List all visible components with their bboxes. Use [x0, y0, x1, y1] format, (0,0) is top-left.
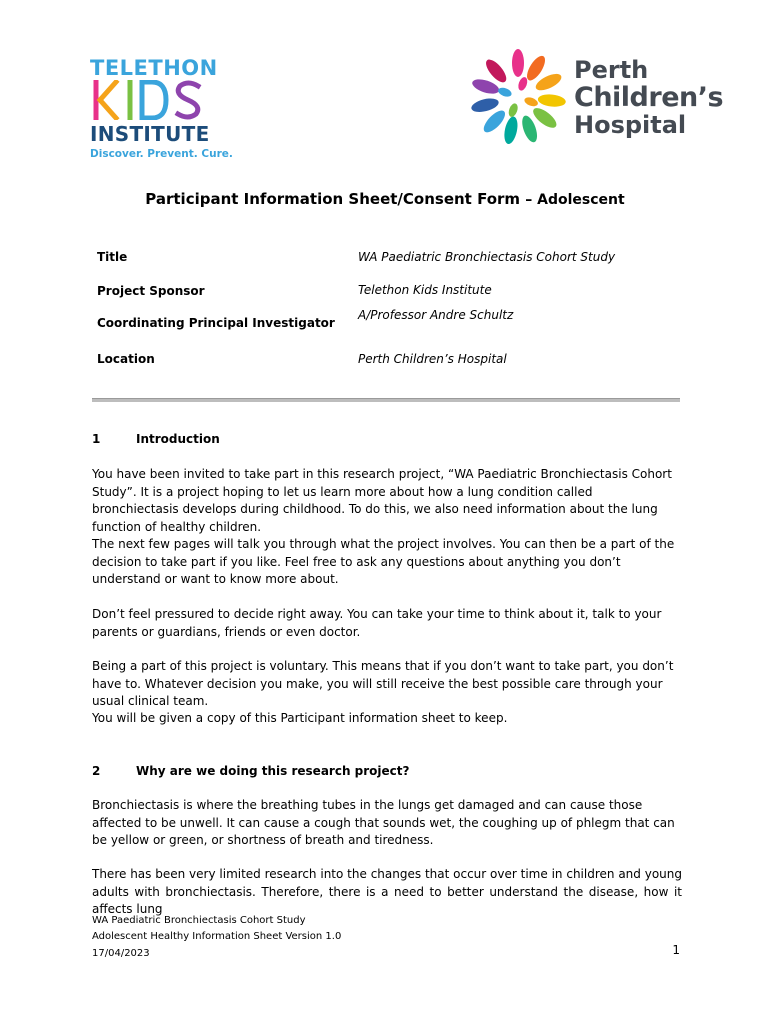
section-number: 2 — [92, 764, 101, 778]
meta-label-sponsor: Project Sponsor — [97, 284, 205, 298]
tki-logo-tagline: Discover. Prevent. Cure. — [90, 148, 233, 160]
pch-line2: Children’s — [574, 82, 724, 113]
telethon-kids-logo — [86, 56, 233, 160]
tki-logo-line1: TELETHON — [90, 56, 218, 80]
meta-label-title: Title — [97, 250, 128, 264]
footer-version: Adolescent Healthy Information Sheet Version 1.0 — [92, 931, 342, 942]
tki-logo-line3: INSTITUTE — [90, 122, 210, 146]
pch-line1: Perth — [574, 56, 649, 84]
paragraph: Being a part of this project is voluntary. This means that if you don’t want to take part, you don’t have to. Whatever decision you make, you will still receive the best possible care through your usual clinical team. — [92, 659, 674, 708]
meta-value-investigator: A/Professor Andre Schultz — [358, 308, 514, 322]
perth-childrens-hospital-logo — [466, 44, 724, 150]
section-number: 1 — [92, 432, 101, 446]
footer-study-name: WA Paediatric Bronchiectasis Cohort Study — [92, 915, 306, 926]
pch-line3: Hospital — [574, 111, 687, 139]
section-title: Why are we doing this research project? — [136, 764, 410, 778]
meta-value-location: Perth Children’s Hospital — [358, 352, 507, 366]
meta-value-sponsor: Telethon Kids Institute — [358, 283, 492, 297]
meta-label-investigator: Coordinating Principal Investigator — [97, 316, 335, 330]
heading-main: Participant Information Sheet/Consent Form — [145, 190, 521, 208]
footer-date: 17/04/2023 — [92, 948, 150, 959]
document-heading — [0, 190, 770, 208]
paragraph: There has been very limited research into the changes that occur over time in children and young adults with bronchiectasis. Therefore, there is a need to better understand the disease, how it affects lung — [92, 867, 682, 916]
page-number: 1 — [672, 943, 680, 957]
meta-value-title: WA Paediatric Bronchiectasis Cohort Study — [358, 250, 616, 264]
pch-sunburst-icon — [466, 44, 570, 150]
pch-wordmark — [574, 58, 723, 137]
paragraph: The next few pages will talk you through what the project involves. You can then be a part of the decision to take part if you like. Feel free to ask any questions about anything you don’t understand or want to know more about. — [92, 537, 675, 586]
paragraph: Don’t feel pressured to decide right away. You can take your time to think about it, talk to your parents or guardians, friends or even doctor. — [92, 607, 662, 639]
paragraph: Bronchiectasis is where the breathing tubes in the lungs get damaged and can cause those affected to be unwell. It can cause a cough that sounds wet, the coughing up of phlegm that can be yellow or green, or shortness of breath and tiredness. — [92, 798, 675, 847]
paragraph: You have been invited to take part in this research project, “WA Paediatric Bronchiectasis Cohort Study”. It is a project hoping to let us learn more about how a lung condition called bronchiectasis develops during childhood. To do this, we also need information about the lung function of healthy children. — [92, 467, 672, 534]
section-title: Introduction — [136, 432, 220, 446]
paragraph: You will be given a copy of this Participant information sheet to keep. — [92, 711, 508, 725]
horizontal-divider — [92, 398, 680, 402]
heading-sub: – Adolescent — [525, 192, 625, 208]
tki-kids-wordmark — [90, 80, 214, 120]
meta-label-location: Location — [97, 352, 155, 366]
